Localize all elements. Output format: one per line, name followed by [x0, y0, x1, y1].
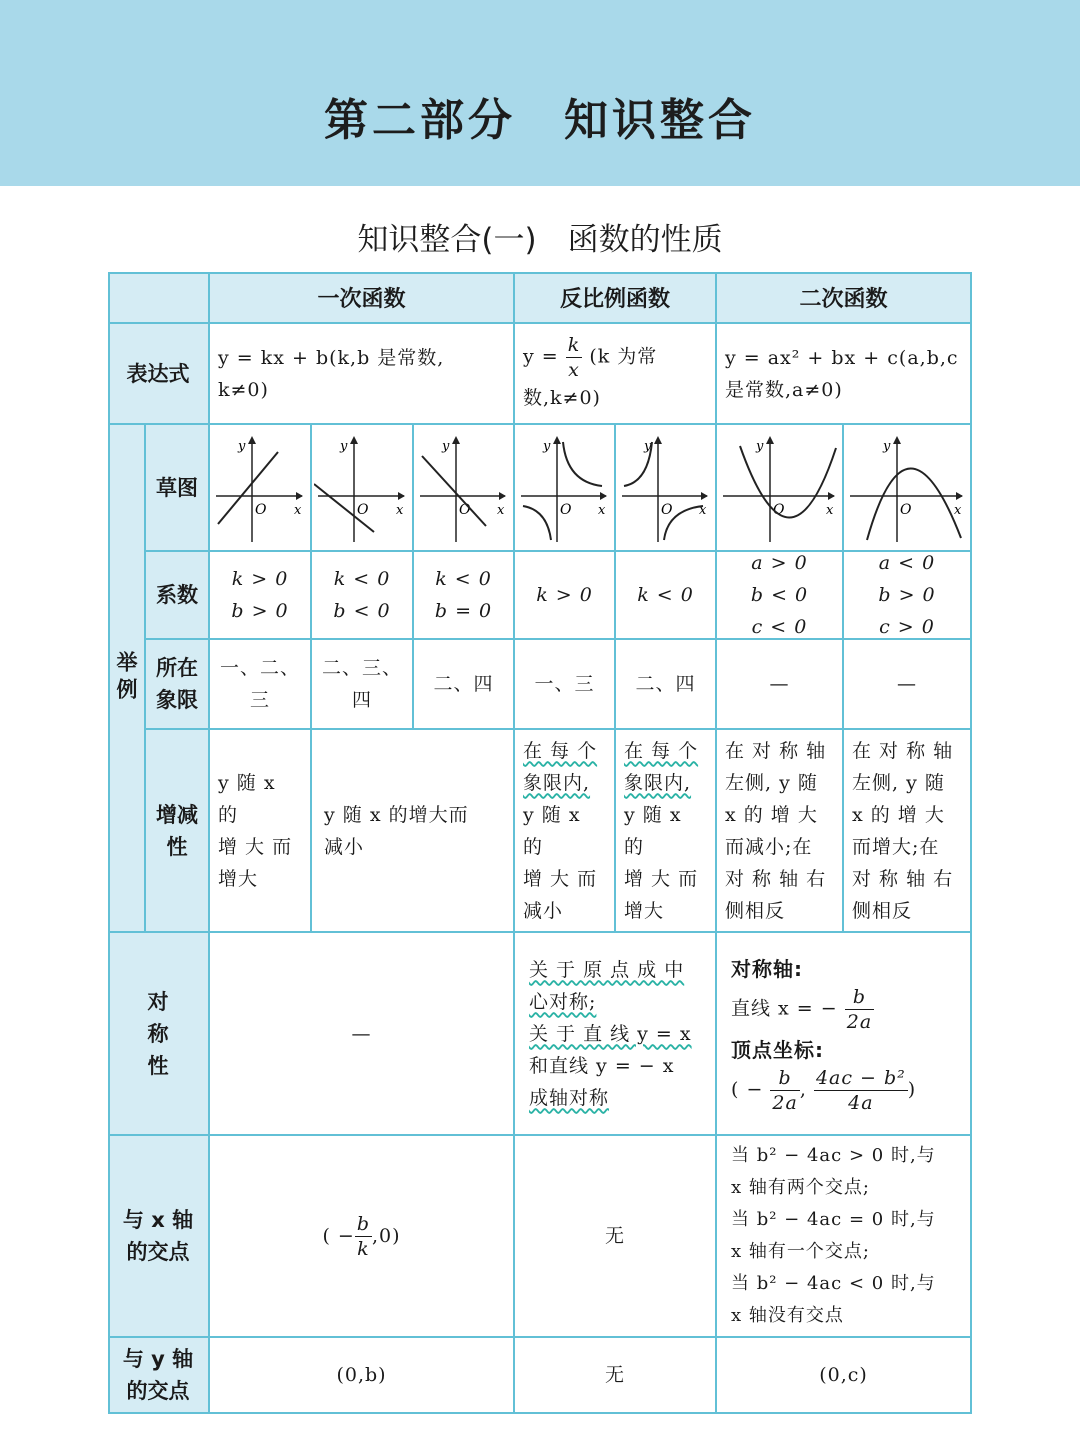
quadrant-text: — [897, 673, 917, 695]
symmetry-inverse-line: 关 于 原 点 成 中 [529, 958, 685, 981]
x-intercept-quad-line: 当 b² − 4ac > 0 时,与 [731, 1145, 936, 1166]
coefficient-condition: k > 0 [231, 568, 289, 590]
mono-line: 增 大 而 [218, 835, 293, 858]
quadrant-text: 三 [249, 689, 270, 711]
function-curve [218, 452, 278, 524]
expression-quadratic-line1: y = ax² + bx + c(a,b,c [725, 346, 959, 369]
section-subtitle: 知识整合(一) 函数的性质 [357, 222, 723, 258]
expression-linear-line2: k≠0) [218, 378, 269, 401]
mono-line: 对 称 轴 右 [852, 867, 954, 890]
vertex-open: ( − [731, 1078, 764, 1100]
expression-quadratic [717, 324, 972, 425]
coefficient-condition: b < 0 [333, 600, 391, 622]
quadrant-text: 一、二、 [219, 657, 300, 679]
coefficient-condition: k < 0 [333, 568, 391, 590]
mono-line: 增大 [218, 867, 259, 890]
x-axis-label: x [699, 502, 707, 518]
coefficient-condition: k > 0 [536, 584, 593, 606]
expression-quadratic-line2: 是常数,a≠0) [725, 378, 843, 401]
y-axis-label: y [644, 438, 652, 454]
x-axis-label: x [826, 502, 834, 518]
monotonicity-linear-decreasing [312, 730, 515, 933]
x-axis-label: x [497, 502, 505, 518]
corner-cell [108, 272, 210, 324]
y-axis-label: y [756, 438, 764, 454]
mono-line: 增 大 而 [624, 867, 699, 890]
sketch-graph-line-down-origin [414, 425, 515, 552]
symmetry-axis-pre: 直线 x = − [731, 997, 838, 1019]
label-y-intercept-line1: 与 y 轴 [122, 1347, 194, 1371]
symmetry-inverse-line: 成轴对称 [529, 1086, 610, 1109]
expression-linear-line1: y = kx + b(k,b 是常数, [218, 346, 445, 369]
y-axis-label: y [340, 438, 348, 454]
label-y-intercept [108, 1338, 210, 1414]
monotonicity-quadratic-up [717, 730, 844, 933]
quadrant-cell [312, 640, 414, 730]
mono-line: x 的 增 大 [725, 803, 818, 826]
origin-label: O [560, 501, 572, 518]
label-y-intercept-line2: 的交点 [126, 1379, 190, 1403]
header-inverse: 反比例函数 [515, 272, 717, 324]
coefficient-condition: b = 0 [434, 600, 493, 622]
function-properties-table [108, 272, 972, 1414]
symmetry-inverse-line: 关 于 直 线 y = x [529, 1022, 692, 1045]
y-intercept-quadratic: (0,c) [717, 1338, 972, 1414]
sketch-graph-hyper-neg [616, 425, 717, 552]
origin-label: O [900, 501, 912, 518]
coefficient-condition: c < 0 [751, 616, 808, 638]
mono-line-wavy: 象限内, [624, 771, 692, 794]
fraction-denominator: x [568, 359, 580, 381]
label-examples [108, 425, 146, 933]
mono-line: 减小 [324, 835, 365, 858]
quadrant-text: 一、三 [534, 673, 595, 695]
label-symmetry-line2: 称 [147, 1021, 169, 1046]
sketch-graph-line-up [210, 425, 312, 552]
origin-label: O [661, 501, 673, 518]
expression-inverse [515, 324, 717, 425]
coefficient-cell [312, 552, 414, 640]
function-curve [422, 456, 486, 526]
monotonicity-inverse-negative [616, 730, 717, 933]
function-curve [867, 468, 961, 540]
mono-line: 增 大 而 [523, 867, 598, 890]
coefficient-condition: b > 0 [231, 600, 289, 622]
y-axis-label: y [543, 438, 551, 454]
x-intercept-quadratic [717, 1136, 972, 1338]
origin-label: O [357, 501, 369, 518]
x-intercept-open: ( − [322, 1225, 355, 1247]
label-monotonicity-line1: 增减 [156, 802, 198, 827]
quadrant-cell [414, 640, 515, 730]
symmetry-vertex-title: 顶点坐标: [731, 1037, 824, 1062]
label-coefficients: 系数 [146, 552, 210, 640]
quadrant-cell [515, 640, 616, 730]
coefficient-condition: k < 0 [435, 568, 492, 590]
coefficient-cell [717, 552, 844, 640]
fraction-denominator: 4a [848, 1091, 874, 1114]
mono-line: 侧相反 [852, 899, 913, 922]
label-x-intercept [108, 1136, 210, 1338]
x-intercept-quad-line: 当 b² − 4ac = 0 时,与 [731, 1209, 936, 1230]
monotonicity-linear-increasing [210, 730, 312, 933]
label-x-intercept-line2: 的交点 [126, 1240, 190, 1264]
coefficient-cell [844, 552, 972, 640]
expression-inverse-pre: y = [523, 345, 559, 368]
vertex-x-fraction [770, 1066, 799, 1115]
quadrant-text: 四 [351, 689, 372, 711]
fraction-denominator: k [357, 1237, 370, 1260]
sketch-graph-line-down [312, 425, 414, 552]
x-intercept-fraction [355, 1212, 372, 1261]
mono-line-wavy: 在 每 个 [624, 739, 699, 762]
label-symmetry-line3: 性 [147, 1053, 169, 1078]
y-axis-label: y [238, 438, 246, 454]
fraction-numerator: 4ac − b² [815, 1066, 906, 1089]
symmetry-axis-fraction [845, 985, 874, 1034]
mono-line: y 随 x 的增大而 [324, 803, 469, 826]
header-quadratic: 二次函数 [717, 272, 972, 324]
coefficient-cell [515, 552, 616, 640]
quadrant-cell [844, 640, 972, 730]
label-expression: 表达式 [108, 324, 210, 425]
fraction-denominator: 2a [772, 1091, 798, 1114]
monotonicity-inverse-positive [515, 730, 616, 933]
coefficient-condition: b < 0 [750, 584, 809, 606]
vertex-y-fraction [814, 1066, 908, 1115]
x-intercept-inverse: 无 [515, 1136, 717, 1338]
x-axis-label: x [294, 502, 302, 518]
page-title: 第二部分 知识整合 [324, 95, 756, 146]
mono-line: 对 称 轴 右 [725, 867, 827, 890]
origin-label: O [255, 501, 267, 518]
origin-label: O [459, 501, 471, 518]
x-intercept-quad-line: x 轴有两个交点; [731, 1177, 870, 1198]
quadrant-text: 二、三、 [321, 657, 402, 679]
fraction-numerator: k [567, 334, 581, 356]
coefficient-condition: a < 0 [878, 552, 936, 574]
quadrant-cell [717, 640, 844, 730]
label-symmetry-line1: 对 [147, 989, 169, 1014]
fraction-numerator: b [845, 985, 874, 1010]
mono-line: y 随 x 的 [624, 803, 682, 858]
mono-line: y 随 x 的 [218, 771, 276, 826]
mono-line: 在 对 称 轴 [725, 739, 827, 762]
mono-line: 减小 [523, 899, 564, 922]
coefficient-condition: c > 0 [879, 616, 935, 638]
x-axis-label: x [598, 502, 606, 518]
mono-line: 而增大;在 [852, 835, 940, 858]
origin-label: O [773, 501, 785, 518]
label-symmetry [108, 933, 210, 1136]
expression-inverse-post: (k 为常 [589, 345, 658, 368]
mono-line: 而减小;在 [725, 835, 813, 858]
quadrant-text: 二、四 [635, 673, 696, 695]
quadrant-text: 二、四 [433, 673, 494, 695]
coefficient-cell [210, 552, 312, 640]
mono-line: 增大 [624, 899, 665, 922]
function-curve [624, 442, 703, 540]
symmetry-linear: — [210, 933, 515, 1136]
label-quadrant-line1: 所在 [156, 656, 198, 680]
x-intercept-quad-line: x 轴没有交点 [731, 1305, 844, 1326]
mono-line: y 随 x 的 [523, 803, 581, 858]
x-axis-label: x [396, 502, 404, 518]
coefficient-condition: a > 0 [751, 552, 808, 574]
label-monotonicity-line2: 性 [166, 834, 188, 859]
symmetry-axis-title: 对称轴: [731, 956, 803, 981]
function-curve [740, 446, 836, 518]
y-intercept-inverse: 无 [515, 1338, 717, 1414]
x-intercept-close: ,0) [372, 1225, 401, 1247]
sketch-graph-parab-up [717, 425, 844, 552]
label-monotonicity [146, 730, 210, 933]
fraction-denominator: 2a [846, 1010, 873, 1033]
function-curve [523, 442, 602, 540]
label-quadrant-line2: 象限 [156, 688, 198, 712]
mono-line-wavy: 象限内, [523, 771, 591, 794]
coefficient-condition: b > 0 [878, 584, 936, 606]
x-intercept-quad-line: x 轴有一个交点; [731, 1241, 870, 1262]
mono-line: x 的 增 大 [852, 803, 945, 826]
symmetry-inverse [515, 933, 717, 1136]
symmetry-quadratic [717, 933, 972, 1136]
mono-line: 在 对 称 轴 [852, 739, 954, 762]
quadrant-cell [210, 640, 312, 730]
mono-line-wavy: 在 每 个 [523, 739, 598, 762]
expression-linear [210, 324, 515, 425]
mono-line: 左侧, y 随 [725, 771, 818, 794]
symmetry-inverse-line: 和直线 y = − x [529, 1054, 675, 1077]
monotonicity-quadratic-down [844, 730, 972, 933]
y-axis-label: y [883, 438, 891, 454]
label-examples-text: 举例 [114, 651, 138, 705]
x-axis-label: x [954, 502, 962, 518]
label-sketch: 草图 [146, 425, 210, 552]
vertex-close: ) [907, 1078, 917, 1100]
sketch-graph-parab-down [844, 425, 972, 552]
y-axis-label: y [442, 438, 450, 454]
label-x-intercept-line1: 与 x 轴 [122, 1208, 194, 1232]
coefficient-cell [414, 552, 515, 640]
mono-line: 左侧, y 随 [852, 771, 945, 794]
coefficient-condition: k < 0 [637, 584, 694, 606]
label-quadrant [146, 640, 210, 730]
symmetry-inverse-line: 心对称; [529, 990, 597, 1013]
header-linear: 一次函数 [210, 272, 515, 324]
quadrant-text: — [769, 673, 790, 695]
expression-inverse-line2: 数,k≠0) [523, 387, 601, 409]
x-intercept-quad-line: 当 b² − 4ac < 0 时,与 [731, 1273, 936, 1294]
y-intercept-linear: (0,b) [210, 1338, 515, 1414]
sketch-graph-hyper-pos [515, 425, 616, 552]
fraction-numerator: b [356, 1212, 370, 1235]
x-intercept-linear [210, 1136, 515, 1338]
fraction-numerator: b [770, 1066, 799, 1091]
coefficient-cell [616, 552, 717, 640]
vertex-sep: , [799, 1078, 807, 1100]
quadrant-cell [616, 640, 717, 730]
mono-line: 侧相反 [725, 899, 786, 922]
expression-inverse-fraction [566, 333, 583, 382]
